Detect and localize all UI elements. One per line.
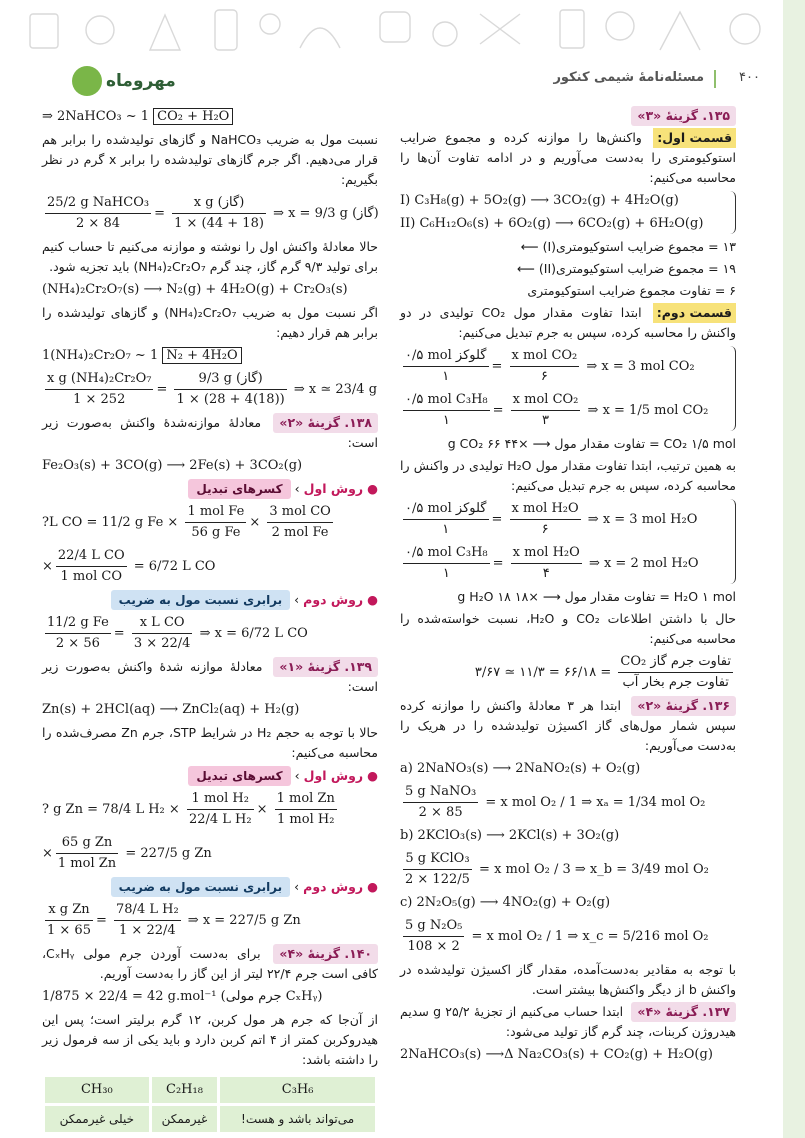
q135-calc1: $\frac{\text{۰/۵ mol گلوکز}}{۱}$ = $\frac{\text{x mol CO₂}}{۶}$ ⇒ x = 3 mol CO₂ — [405, 348, 695, 384]
q135-sum2: ۱۹ = مجموع ضرایب استوکیومتری(II) ⟵ — [517, 261, 736, 276]
q135-rxn1: I) C₃H₈(g) + 5O₂(g) ⟶ 3CO₂(g) + 4H₂O(g) — [400, 193, 679, 208]
q135-part2-label: قسمت دوم: — [653, 303, 736, 323]
q136-conclusion: با توجه به مقادیر به‌دست‌آمده، مقدار گاز اکسیژن تولیدشده در واکنش b از دیگر واکنش‌ها بیشتر است. — [400, 962, 736, 997]
header-divider — [714, 70, 716, 88]
formula-cell: CH₃₀ — [45, 1077, 149, 1103]
doodle-pattern-icon — [0, 0, 805, 72]
q137-number: ۱۳۷. گزینهٔ «۴» — [631, 1002, 736, 1022]
q136-number: ۱۳۶. گزینهٔ «۲» — [631, 696, 736, 716]
q136-rxn-c: c) 2N₂O₅(g) ⟶ 4NO₂(g) + O₂(g) — [400, 895, 611, 910]
q136-calc-a: $\frac{\text{5 g NaNO₃}}{2 \times 85}$ = x mol O₂ / 1 ⇒ xₐ = 1/34 mol O₂ — [405, 784, 706, 820]
q137-text2: حالا معادلهٔ واکنش اول را نوشته و موازنه می‌کنیم تا حساب کنیم برای تولید ۹/۳ گرم گاز، چند گرم ‎(NH₄)₂Cr₂O₇ باید تجزیه شود. — [42, 239, 378, 274]
q140-formula-table — [42, 1074, 378, 1135]
publisher-logo — [72, 66, 176, 96]
q139-m1-calc2: × $\frac{\text{65 g Zn}}{\text{1 mol Zn}}$ = 227/5 g Zn — [42, 835, 212, 871]
q135-co2-calcs — [400, 346, 736, 431]
q137-rxn2: (NH₄)₂Cr₂O₇(s) ⟶ N₂(g) + 4H₂O(g) + Cr₂O₃(s) — [42, 282, 348, 297]
q138-method2-tag: برابری نسبت مول به ضریب — [111, 590, 291, 610]
q135-co2-diff: CO₂ ۱/۵ mol = تفاوت مقدار مول ⟶ ×۴۴ ۶۶ g CO₂ — [447, 436, 736, 451]
q135-diff: ۶ = تفاوت مجموع ضرایب استوکیومتری — [527, 283, 736, 298]
q137-calc: $\frac{\text{25/2 g NaHCO₃}}{2 \times 84}$ = $\frac{\text{x g (گاز)}}{1 \times (44 + 18)}$ ⇒ x = 9/3 g (گاز) — [47, 195, 379, 231]
q137-calc2: $\frac{\text{x g (NH₄)₂Cr₂O₇}}{1 \times 252}$ = $\frac{\text{9/3 g (گاز)}}{1 \times (28 + 4(18))}$ ⇒ x ≃ 23/4 g — [47, 371, 378, 407]
q139-method2-tag: برابری نسبت مول به ضریب — [111, 877, 291, 897]
q138-method2: ● روش دوم › برابری نسبت مول به ضریب — [42, 590, 378, 610]
q135-reactions — [400, 191, 736, 234]
q138-method1: ● روش اول › کسرهای تبدیل — [42, 479, 378, 499]
logo-text: مهروماه — [106, 71, 176, 91]
q137-intro: ابتدا حساب می‌کنیم از تجزیهٔ ۲۵/۲ g سدیم هیدروژن کربنات، چند گرم گاز تولید می‌شود: — [400, 1004, 736, 1039]
q135-sum1: ۱۳ = مجموع ضرایب استوکیومتری(I) ⟵ — [520, 239, 736, 254]
q136-intro: ابتدا هر ۳ معادلهٔ واکنش را موازنه کرده سپس شمار مول‌های گاز اکسیژن تولیدشده را در هریک را به‌دست می‌آوریم: — [400, 698, 736, 753]
q138-rxn: Fe₂O₃(s) + 3CO(g) ⟶ 2Fe(s) + 3CO₂(g) — [42, 458, 303, 473]
q135-part1-text: واکنش‌ها را موازنه کرده و مجموع ضرایب استوکیومتری را به‌دست می‌آوریم و در ادامه تفاوت آن‌ها را محاسبه می‌کنیم: — [400, 130, 736, 185]
q137-block — [400, 1002, 736, 1042]
q139-m1-calc: ? g Zn = 78/4 L H₂ × $\frac{\text{1 mol H₂}}{\text{22/4 L H₂}}$ × $\frac{\text{1 mol Zn}}{\text{1 mol H₂}}$ — [42, 791, 335, 827]
q140-block — [42, 944, 378, 984]
book-title: مسئله‌نامهٔ شیمی کنکور — [553, 70, 704, 85]
q140-number: ۱۴۰. گزینهٔ «۴» — [273, 944, 378, 964]
q135-rxn2: II) C₆H₁₂O₆(s) + 6O₂(g) ⟶ 6CO₂(g) + 6H₂O(g) — [400, 216, 704, 231]
q135-calc2: $\frac{\text{۰/۵ mol C₃H₈}}{۱}$ = $\frac{\text{x mol CO₂}}{۳}$ ⇒ x = 1/5 mol CO₂ — [405, 392, 709, 428]
q137-text1: نسبت مول به ضریب NaHCO₃ و گازهای تولیدشده را برابر هم قرار می‌دهیم. اگر جرم گازهای تولیدشده را برابر x گرم در نظر بگیریم: — [42, 132, 379, 187]
q139-block — [42, 657, 378, 697]
butterfly-logo-icon — [72, 66, 102, 96]
q138-m1-calc2: × $\frac{\text{22/4 L CO}}{\text{1 mol CO}}$ = 6/72 L CO — [42, 548, 216, 584]
formula-cell: C₃H₆ — [220, 1077, 375, 1103]
q135-ratio: $\frac{\text{تفاوت جرم گاز CO₂}}{\text{تفاوت جرم بخار آب}}$ = ۶۶/۱۸ = ۱۱/۳ ≃ ۳/۶۷ — [474, 654, 731, 690]
q137-relation2: 1(NH₄)₂Cr₂O₇ ~ 1 N₂ + 4H₂O — [42, 346, 378, 366]
note-cell: می‌تواند باشد و هست! — [220, 1106, 375, 1132]
q136-rxn-a: a) 2NaNO₃(s) ⟶ 2NaNO₂(s) + O₂(g) — [400, 761, 641, 776]
q136-calc-c: $\frac{\text{5 g N₂O₅}}{108 \times 2}$ = x mol O₂ / 1 ⇒ x_c = 5/216 mol O₂ — [405, 918, 709, 954]
q135-mid-text: به همین ترتیب، ابتدا تفاوت مقدار مول H₂O تولیدی در واکنش را محاسبه کرده، سپس به جرم تبدیل می‌کنیم: — [400, 458, 736, 493]
q135-calc4: $\frac{\text{۰/۵ mol C₃H₈}}{۱}$ = $\frac{\text{x mol H₂O}}{۴}$ ⇒ x = 2 mol H₂O — [405, 545, 699, 581]
header-doodles — [0, 0, 805, 72]
q138-number: ۱۳۸. گزینهٔ «۲» — [273, 413, 378, 433]
q136-rxn-b: b) 2KClO₃(s) ⟶ 2KCl(s) + 3O₂(g) — [400, 828, 620, 843]
q135-heading — [400, 106, 736, 126]
page-number: ۴۰۰ — [739, 70, 760, 85]
q138-block — [42, 413, 378, 453]
right-column — [400, 104, 736, 1124]
q135-h2o-calcs — [400, 499, 736, 584]
q140-intro: برای به‌دست آوردن جرم مولی CₓHᵧ، کافی است جرم ۲۲/۴ لیتر از این گاز را به‌دست آوریم. — [42, 946, 378, 981]
q137-rxn: 2NaHCO₃(s) ⟶Δ Na₂CO₃(s) + CO₂(g) + H₂O(g) — [400, 1047, 713, 1062]
q139-intro: معادلهٔ موازنه شدهٔ واکنش به‌صورت زیر است: — [42, 659, 378, 694]
left-column — [42, 104, 378, 1124]
q139-m2-calc: $\frac{\text{x g Zn}}{1 \times 65}$ = $\frac{\text{78/4 L H₂}}{1 \times 22/4}$ ⇒ x = 227/5 g Zn — [47, 902, 301, 938]
q140-calc: 1/875 × 22/4 = 42 g.mol⁻¹ (جرم مولی CₓHᵧ) — [42, 989, 323, 1004]
q136-block — [400, 696, 736, 756]
q135-calc3: $\frac{\text{۰/۵ mol گلوکز}}{۱}$ = $\frac{\text{x mol H₂O}}{۶}$ ⇒ x = 3 mol H₂O — [405, 501, 698, 537]
q135-final-text: حال با داشتن اطلاعات CO₂ و H₂O، نسبت خواسته‌شده را محاسبه می‌کنیم: — [400, 611, 736, 646]
note-cell: غیرممکن — [152, 1106, 218, 1132]
q139-method1: ● روش اول › کسرهای تبدیل — [42, 766, 378, 786]
q138-intro: معادلهٔ موازنه‌شدهٔ واکنش به‌صورت زیر است: — [42, 415, 378, 450]
q135-part2 — [400, 303, 736, 343]
q135-part1 — [400, 128, 736, 188]
page-edge-strip — [783, 0, 805, 1138]
q135-h2o-diff: H₂O ۱ mol = تفاوت مقدار مول ⟶ ×۱۸ ۱۸ g H₂O — [457, 589, 736, 604]
q138-m2-calc: $\frac{\text{11/2 g Fe}}{2 \times 56}$ = $\frac{\text{x L CO}}{3 \times 22/4}$ ⇒ x = 6/72 L CO — [47, 615, 308, 651]
q137-text3: اگر نسبت مول به ضریب ‎(NH₄)₂Cr₂O₇ و گازهای تولیدشده را برابر هم قرار دهیم: — [42, 305, 379, 340]
q135-part2-text: ابتدا تفاوت مقدار مول CO₂ تولیدی در دو واکنش را محاسبه کرده، سپس به جرم تبدیل می‌کنیم: — [400, 305, 736, 340]
note-cell: خیلی غیرممکن — [45, 1106, 149, 1132]
q135-part1-label: قسمت اول: — [653, 128, 736, 148]
q139-method2: ● روش دوم › برابری نسبت مول به ضریب — [42, 877, 378, 897]
q137-relation: ⇒ 2NaHCO₃ ~ 1 CO₂ + H₂O — [42, 107, 378, 127]
formula-cell: C₂H₁₈ — [152, 1077, 218, 1103]
q139-rxn: Zn(s) + 2HCl(aq) ⟶ ZnCl₂(aq) + H₂(g) — [42, 702, 300, 717]
page-header — [60, 66, 760, 102]
q139-number: ۱۳۹. گزینهٔ «۱» — [273, 657, 378, 677]
q139-text: حالا با توجه به حجم H₂ در شرایط STP، جرم Zn مصرف‌شده را محاسبه می‌کنیم: — [42, 725, 378, 760]
q138-m1-calc: ?L CO = 11/2 g Fe × $\frac{\text{1 mol Fe}}{\text{56 g Fe}}$ × $\frac{\text{3 mol CO}}{\text{2 mol Fe}}$ — [42, 504, 331, 540]
q139-method1-tag: کسرهای تبدیل — [188, 766, 290, 786]
q136-calc-b: $\frac{\text{5 g KClO₃}}{2 \times 122/5}$ = x mol O₂ / 3 ⇒ x_b = 3/49 mol O₂ — [405, 851, 709, 887]
q138-method1-tag: کسرهای تبدیل — [188, 479, 290, 499]
q135-number: ۱۳۵. گزینهٔ «۳» — [631, 106, 736, 126]
q140-text: از آن‌جا که جرم هر مول کربن، ۱۲ گرم برلیتر است؛ پس این هیدروکربن کمتر از ۴ اتم کربن دارد و باید یکی از سه فرمول زیر را داشته باشد: — [42, 1012, 378, 1067]
